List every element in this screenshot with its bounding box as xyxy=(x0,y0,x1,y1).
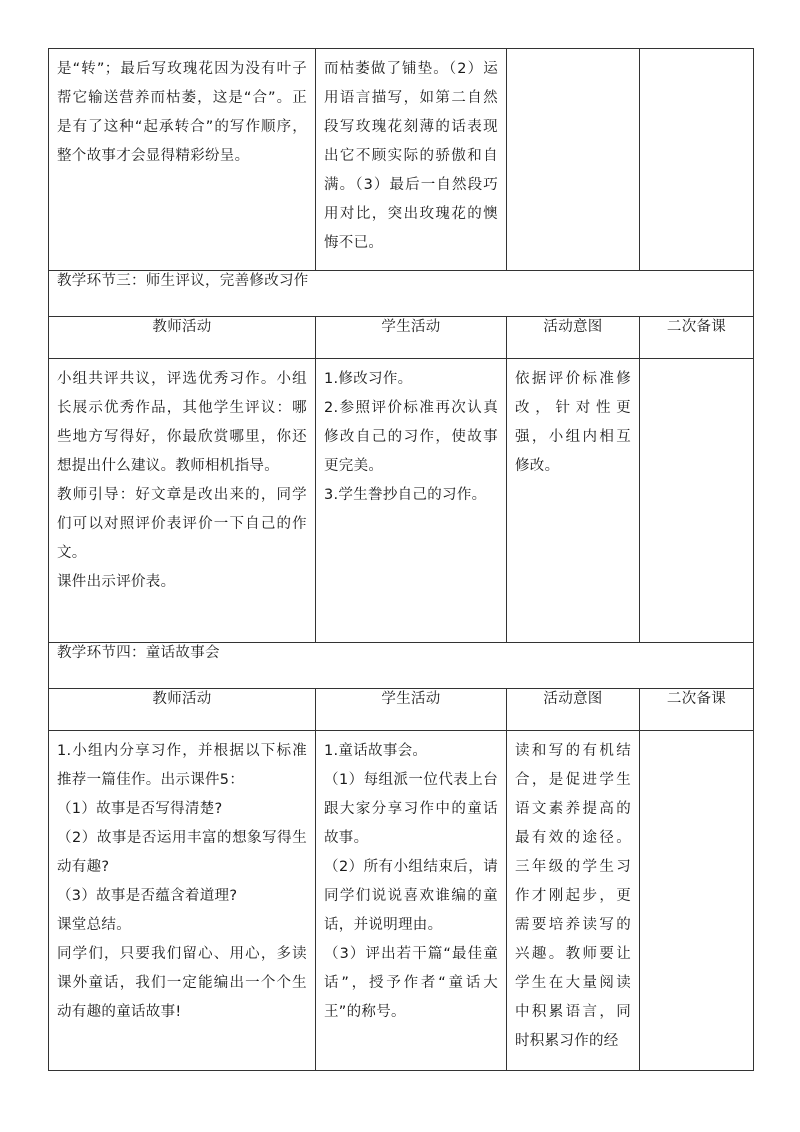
teacher-paragraph: 教师引导：好文章是改出来的，同学们可以对照评价表评价一下自己的作文。 xyxy=(57,487,307,561)
section4-teacher-cell xyxy=(49,731,316,1071)
student-paragraph: 1.童话故事会。 xyxy=(324,743,428,759)
section4-prep-cell xyxy=(640,731,754,1071)
section4-title-row xyxy=(49,643,754,689)
teacher-paragraph: （1）故事是否写得清楚? xyxy=(57,801,223,817)
continuation-row xyxy=(49,49,754,271)
section4-content-row xyxy=(49,731,754,1071)
continuation-teacher-cell xyxy=(49,49,316,271)
student-paragraph: 3.学生誊抄自己的习作。 xyxy=(324,487,487,503)
intent-paragraph: 读和写的有机结合，是促进学生语文素养提高的最有效的途径。三年级的学生习作才刚起步，更需要培养读写的兴趣。教师要让学生在大量阅读中积累语言，同时积累习作的经 xyxy=(515,743,631,1049)
continuation-prep-cell xyxy=(640,49,754,271)
section3-title: 教学环节三：师生评议，完善修改习作 xyxy=(57,273,309,289)
col-header-intent: 活动意图 xyxy=(543,691,603,707)
teacher-paragraph: 同学们，只要我们留心、用心，多读课外童话，我们一定能编出一个个生动有趣的童话故事! xyxy=(57,946,307,1020)
section4-student-cell xyxy=(316,731,507,1071)
section4-title: 教学环节四：童话故事会 xyxy=(57,645,220,661)
continuation-student-cell xyxy=(316,49,507,271)
section4-header-row xyxy=(49,689,754,731)
teacher-paragraph: 小组共评共议，评选优秀习作。小组长展示优秀作品，其他学生评议：哪些地方写得好，你最欣赏哪里，你还想提出什么建议。教师相机指导。 xyxy=(57,371,307,474)
student-paragraph: （1）每组派一位代表上台跟大家分享习作中的童话故事。 xyxy=(324,772,498,846)
continuation-teacher-text: 是“转”；最后写玫瑰花因为没有叶子帮它输送营养而枯萎，这是“合”。正是有了这种“起承转合”的写作顺序，整个故事才会显得精彩纷呈。 xyxy=(57,61,307,164)
col-header-teacher: 教师活动 xyxy=(152,319,212,335)
lesson-plan-table xyxy=(48,48,754,1071)
student-paragraph: （3）评出若干篇“最佳童话”，授予作者“童话大王”的称号。 xyxy=(324,946,498,1020)
col-header-intent: 活动意图 xyxy=(543,319,603,335)
section3-teacher-cell xyxy=(49,359,316,643)
teacher-paragraph: （3）故事是否蕴含着道理? xyxy=(57,888,238,904)
continuation-student-text: 而枯萎做了铺垫。（2）运用语言描写，如第二自然段写玫瑰花刻薄的话表现出它不顾实际的骄傲和自满。（3）最后一自然段巧用对比，突出玫瑰花的懊悔不已。 xyxy=(324,61,498,251)
section3-content-row xyxy=(49,359,754,643)
section3-intent-cell xyxy=(507,359,640,643)
section3-header-row xyxy=(49,317,754,359)
section4-intent-cell xyxy=(507,731,640,1071)
col-header-prep: 二次备课 xyxy=(666,319,727,335)
student-paragraph: （2）所有小组结束后，请同学们说说喜欢谁编的童话，并说明理由。 xyxy=(324,859,498,933)
col-header-teacher: 教师活动 xyxy=(152,691,212,707)
col-header-prep: 二次备课 xyxy=(666,691,727,707)
continuation-intent-cell xyxy=(507,49,640,271)
col-header-student: 学生活动 xyxy=(381,319,441,335)
intent-paragraph: 依据评价标准修改，针对性更强，小组内相互修改。 xyxy=(515,371,631,474)
col-header-student: 学生活动 xyxy=(381,691,441,707)
teacher-paragraph: 1.小组内分享习作，并根据以下标准推荐一篇佳作。出示课件5： xyxy=(57,743,307,788)
teacher-paragraph: 课堂总结。 xyxy=(57,917,131,933)
section3-title-row xyxy=(49,271,754,317)
section3-prep-cell xyxy=(640,359,754,643)
teacher-paragraph: （2）故事是否运用丰富的想象写得生动有趣? xyxy=(57,830,307,875)
student-paragraph: 2.参照评价标准再次认真修改自己的习作，使故事更完美。 xyxy=(324,400,498,474)
teacher-paragraph: 课件出示评价表。 xyxy=(57,574,176,590)
student-paragraph: 1.修改习作。 xyxy=(324,371,413,387)
section3-student-cell xyxy=(316,359,507,643)
